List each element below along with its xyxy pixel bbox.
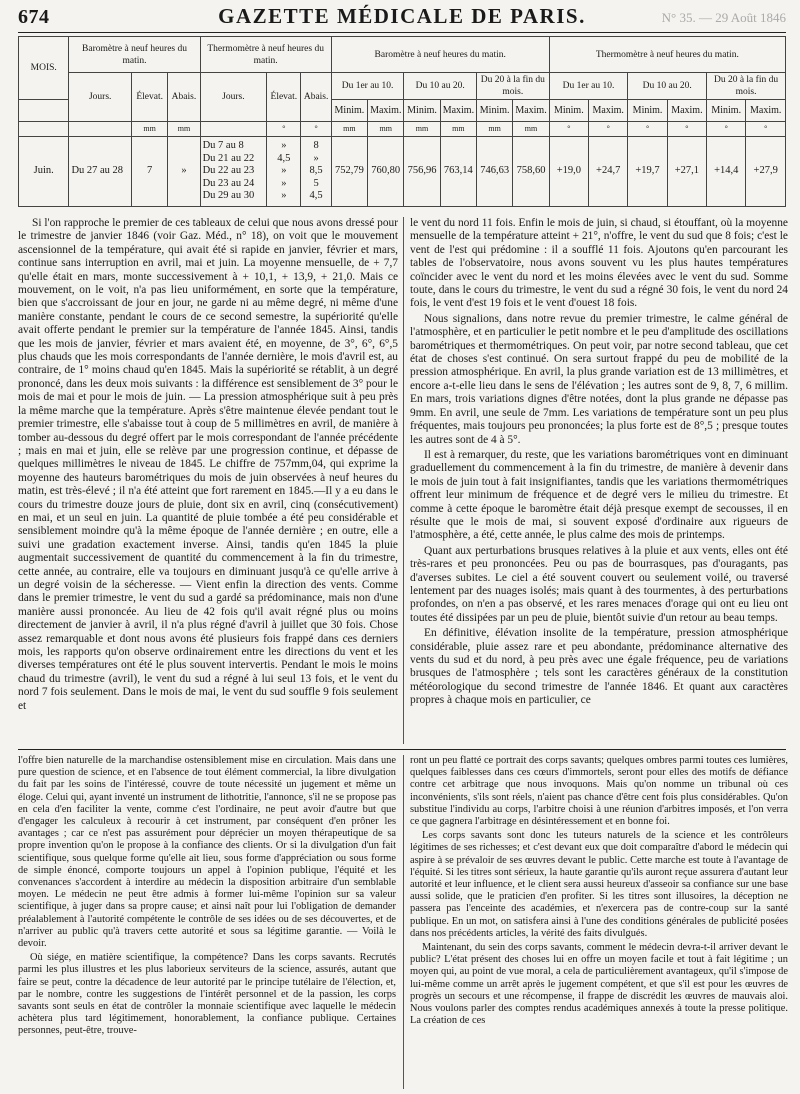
col-mois: MOIS. — [19, 37, 69, 100]
unit-deg: ° — [746, 122, 786, 137]
feuilleton-column-left — [18, 755, 396, 1089]
h-maxim: Maxim. — [589, 100, 628, 122]
h-minim: Minim. — [707, 100, 746, 122]
h-minim: Minim. — [628, 100, 667, 122]
unit-deg: ° — [667, 122, 706, 137]
unit-deg: ° — [707, 122, 746, 137]
thermo-days-cell — [200, 137, 267, 207]
group-baro-neuf: Baromètre à neuf heures du matin. — [69, 37, 200, 73]
thermo-value: +27,1 — [667, 137, 706, 207]
paragraph: Si l'on rapproche le premier de ces tableaux de celui que nous avons dressé pour le trimestre de janvier 1846 (voir Gaz. Méd., n° 18), on voit que le mouvement ascensionnel de la température, qui avait été si rapide en janvier, février et mars, continue sans interruption en avril, mai et juin. La moyenne mensuelle, de + 7,7 qu'elle était en mars, monte successivement à + 10,1, + 13,9, + 21,0. Mais ce mouvement, on le voit, n'a pas lieu uniformément, en sorte que la température, bien que s'accroissant de jour en jour, ne garde ni au même degré, ni même d'une manière constante, pendant le cours de ce second semestre, la supériorité qu'elle avait offerte pendant le premier sur la température de l'année 1845. Ainsi, tandis que les mois de janvier, février et mars avaient été, en moyenne, de 3°, 6°, 6°,5 plus chauds que les mois correspondants de l'année dernière, le mois d'avril est, au contraire, de 1° moins chaud qu'en 1845. Mais la supériorité se rétablit, à un degré prononcé, dans les deux mois suivants : la différence est sensiblement de 3° pour le mois de mai et pour le mois de juin. — La pression atmosphérique suit à peu près la même marche que la température. Après s'être maintenue élevée pendant tout le premier trimestre, elle s'abaisse tout à coup de 5 millimètres en avril, de manière à tomber au-dessous du degré offert par le mois correspondant de l'année précédente ; mais en mai et juin, elle se relève par une progression continue, et dépasse de quelques millimètres le niveau de 1845. Le chiffre de 757mm,04, qui exprime la moyenne des hauteurs barométriques du mois de juin observées à neuf heures du matin, est très-élevé ; il n'a été atteint que fort rarement en 1845.—Il y a eu dans le cours du trimestre douze jours de pluie, dont six en avril, cinq (consécutivement) en mai, et un seul en juin. La quantité de pluie tombée a été peu considérable et sensiblement moindre qu'à la même époque de l'année dernière ; en outre, elle a suivi une gradation exactement inverse. Ainsi, tandis qu'en 1845 la pluie augmentait successivement de quantité du commencement à la fin du trimestre, cette année, au contraire, elle va toujours en diminuant jusqu'à ce qu'elle arrive à un degré voisin de la sécheresse. — Vient enfin la direction des vents. Comme dans le premier trimestre, le vent du sud a gardé sa prédominance, mais non d'une manière aussi prononcée. Au lieu de 42 fois qu'il avait régné plus ou moins directement de janvier à avril, il n'a plus régné d'avril à juillet que 30 fois. Chose assez remarquable et dont nous avons été plusieurs fois frappé dans ces derniers mois, les rapports qu'on observe ordinairement entre les directions du vent et les diverses températures ont été le plus souvent intervertis. Pendant le mois le moins chaud du trimestre (avril), le vent du sud a régné à lui seul 13 fois, et le vent du nord 7 fois seulement. Dans le mois de mai, le vent du sud souffle 9 fois seulement et — [18, 217, 398, 712]
unit-deg: ° — [267, 122, 301, 137]
paragraph: Où siége, en matière scientifique, la compétence? Dans les corps savants. Recrutés parmi les plus illustres et les plus laborieux serviteurs de la science, assurés, autant que faire se peut, contre la décadence de leur autorité par le principe tutélaire de l'élection, et, par le nombre, contre les suggestions de l'intérêt personnel et de la passion, les corps savants sont seuls en état de contrôler la monnaie scientifique avec laquelle le médecin achètera plus tard légitimement, honorablement, la confiance publique. Certaines personnes, peut-être, trouve- — [18, 952, 396, 1037]
baro-elev: 7 — [131, 137, 167, 207]
group-baro-periods: Baromètre à neuf heures du matin. — [331, 37, 549, 73]
paragraph: En définitive, élévation insolite de la température, pression atmosphérique considérable, pluie assez rare et peu abondante, prédominance alternative des vents du sud et du nord, à peu près avec une égale fréquence, peu de variations brusques de l'atmosphère ; tels sont les caractères généraux de la constitution météorologique du second trimestre de l'année 1846. Et quant aux caractères propres à chaque mois en particulier, ce — [410, 627, 788, 707]
paragraph: Les corps savants sont donc les tuteurs naturels de la science et les contrôleurs légitimes de ses richesses; et c'est devant eux que doit comparaître d'abord le médecin qui aspire à se prévaloir de ses œuvres devant le public. Cette marche est toute à l'avantage de l'équité. Si les titres sont sérieux, la haute garantie qu'ils auront reçue assurera d'autant leur autorité et leur influence, et le client sera aussi heureux d'asseoir sa confiance sur une base aussi solide, que le praticien d'en profiter. Si les titres sont illusoires, la déception ne passera pas l'enceinte des académies, et n'exercera pas de contre-coup sur la santé publique. En un mot, on satisfera ainsi à l'une des conditions générales de publicité posées dans nos précédents articles, la vérité des faits divulgués. — [410, 830, 788, 939]
h-abais: Abais. — [168, 73, 200, 122]
unit-mm: mm — [131, 122, 167, 137]
thermo-value: +27,9 — [746, 137, 786, 207]
article-column-right — [410, 217, 788, 744]
h-elevat: Élevat. — [131, 73, 167, 122]
h-minim: Minim. — [331, 100, 367, 122]
unit-mm: mm — [168, 122, 200, 137]
h-abais: Abais. — [301, 73, 331, 122]
thermo-elev: » — [281, 165, 287, 177]
thermo-day: Du 7 au 8 — [202, 140, 244, 152]
empty-cell — [19, 100, 69, 122]
thermo-value: +19,7 — [628, 137, 667, 207]
h-period-1: Du 1er au 10. — [549, 73, 628, 100]
thermo-elev: » — [281, 140, 287, 152]
thermo-abais: 8 — [313, 140, 319, 152]
h-minim: Minim. — [404, 100, 440, 122]
h-maxim: Maxim. — [746, 100, 786, 122]
h-period-3: Du 20 à la fin du mois. — [477, 73, 550, 100]
thermo-elev: » — [281, 177, 287, 189]
baro-days: Du 27 au 28 — [69, 137, 132, 207]
group-thermo-periods: Thermomètre à neuf heures du matin. — [549, 37, 785, 73]
baro-value: 746,63 — [477, 137, 513, 207]
page-header — [18, 6, 786, 33]
unit-deg: ° — [549, 122, 588, 137]
article-column-left — [18, 217, 398, 744]
thermo-elev: » — [281, 190, 287, 202]
h-maxim: Maxim. — [368, 100, 404, 122]
unit-mm: mm — [331, 122, 367, 137]
paragraph: ront un peu flatté ce portrait des corps savants; quelques ombres parmi toutes ces lumières, quelques faiblesses dans ces cœurs d'immortels, seront pour elles des motifs de défiance contre cet arbitrage que nous invoquons. Mais qu'on nomme un tribunal où ces inconvénients, s'ils sont réels, n'aient pas chance d'être cent fois plus considérables. Qu'on substitue l'individu au corps, l'arbitre choisi à une réunion d'arbitres imposés, et l'on verra ce que gagnera l'arbitrage en désintéressement et en bonne foi. — [410, 755, 788, 828]
baro-value: 756,96 — [404, 137, 440, 207]
feuilleton-column-right — [410, 755, 788, 1089]
h-period-2: Du 10 au 20. — [628, 73, 707, 100]
unit-mm: mm — [368, 122, 404, 137]
thermo-abais: 8,5 — [309, 165, 323, 177]
unit-deg: ° — [628, 122, 667, 137]
h-jours: Jours. — [200, 73, 267, 122]
paragraph: le vent du nord 11 fois. Enfin le mois de juin, si chaud, si étouffant, où la moyenne mensuelle de la température atteint + 21°, n'offre, le vent du sud que 8 fois; c'est le vent de l'est qui prédomine : il a soufflé 11 fois. Ajoutons qu'en parcourant les tables de l'observatoire, nous avons souvent vu les plus hautes températures coïncider avec le vent du nord et les moins élevées avec le vent du sud. Somme toute, dans le cours du trimestre, le vent du sud a régné 30 fois, le vent du nord 24 fois, le vent d'est 19 fois et le vent d'ouest 18 fois. — [410, 217, 788, 310]
column-divider — [403, 217, 404, 744]
unit-deg: ° — [589, 122, 628, 137]
h-minim: Minim. — [549, 100, 588, 122]
thermo-value: +14,4 — [707, 137, 746, 207]
paragraph: Quant aux perturbations brusques relatives à la pluie et aux vents, elles ont été très-rares et peu prononcées. Peu ou pas de bourrasques, pas d'ouragants, pas d'averses subites. Le ciel a été souvent couvert ou seulement voilé, ou traversé lentement par des nuages isolés; mais quant à des tourmentes, à des perturbations profondes, on n'en a pas observé, et les rares menaces d'orage qui ont eu lieu ont toutes été dissipées par un peu de pluie, bientôt suivie d'un retour au beau temps. — [410, 544, 788, 624]
paragraph: Maintenant, du sein des corps savants, comment le médecin devra-t-il arriver devant le public? L'état présent des choses lui en offre un moyen facile et tout à fait légitime ; un moyen qui, au point de vue moral, a cela de particulièrement avantageux, qu'il s'impose de lui-même comme un arrêt après le jugement compétent, et que s'il est pour les œuvres de progrès un secours et une récompense, il frappe de discrédit les œuvres de mauvais aloi. Nous voulons parler des comptes rendus académiques annexés à toute la presse politique. La création de ces — [410, 942, 788, 1027]
baro-value: 763,14 — [440, 137, 476, 207]
weather-table — [18, 36, 786, 207]
h-maxim: Maxim. — [667, 100, 706, 122]
baro-value: 758,60 — [513, 137, 549, 207]
thermo-abais: 5 — [313, 177, 319, 189]
page-number: 674 — [18, 6, 50, 28]
h-maxim: Maxim. — [440, 100, 476, 122]
h-period-1: Du 1er au 10. — [331, 73, 404, 100]
baro-abais: » — [168, 137, 200, 207]
section-divider — [18, 749, 786, 750]
unit-mm: mm — [440, 122, 476, 137]
thermo-value: +19,0 — [549, 137, 588, 207]
paragraph: l'offre bien naturelle de la marchandise ostensiblement mise en circulation. Mais dans une pure question de science, et en l'absence de tout élément commercial, la libre divulgation du fait par les soins de l'intéressé, couvre de toute nécessité un jugement et même un éloge. Celui qui, ayant inventé un instrument de lithotritie, l'annonce, s'il ne se propose pas en cela d'en faciliter la vente, comme c'est l'ordinaire, ne peut avoir d'autre but que d'engager les calculeux à recourir à cet instrument, par conséquent d'en prôner les avantages ; car ce n'est pas assurément pour déprécier un moyen thérapeutique de sa propre invention qu'on le propose à la confiance des clients. Or si la divulgation d'un fait scientifique, sous quelque forme qu'elle ait lieu, sous forme d'appréciation ou sous forme de simple énoncé, comporte toujours un appel à l'opinion publique, l'équité et les convenances s'accordent à interdire au médecin la disposition arbitraire d'un semblable moyen. Le médecin ne peut être admis à former lui-même l'opinion sur sa valeur scientifique, à juger dans sa propre cause; et ainsi naît pour lui l'obligation de demander préalablement à l'autorité compétente le contrôle de ses idées ou de ses découvertes, et de n'arriver au public qu'à travers cette autorité et sous sa légitime garantie. — Voilà le devoir. — [18, 755, 396, 950]
h-jours: Jours. — [69, 73, 132, 122]
unit-mm: mm — [477, 122, 513, 137]
thermo-elev-cell — [267, 137, 301, 207]
unit-deg: ° — [301, 122, 331, 137]
h-period-2: Du 10 au 20. — [404, 73, 477, 100]
paragraph: Il est à remarquer, du reste, que les variations barométriques vont en diminuant graduellement du commencement à la fin du trimestre, de manière à devenir dans le mois de juin tout à fait insignifiantes, tandis que les variations thermométriques offrent leur minimum de fréquence et de degré vers le milieu du trimestre. Et comme à cette époque le baromètre était déjà presque exempt de secousses, il en résulte que le mois de mai, si souvent exposé d'ordinaire aux rigueurs de l'atmosphère, a été, cette année, le plus calme des mois de printemps. — [410, 448, 788, 542]
month-label: Juin. — [19, 137, 69, 207]
thermo-day: Du 29 au 30 — [202, 190, 255, 202]
h-minim: Minim. — [477, 100, 513, 122]
unit-mm: mm — [513, 122, 549, 137]
thermo-abais: 4,5 — [309, 190, 323, 202]
column-divider — [403, 755, 404, 1089]
h-elevat: Élevat. — [267, 73, 301, 122]
journal-title: GAZETTE MÉDICALE DE PARIS. — [218, 4, 586, 28]
baro-value: 752,79 — [331, 137, 367, 207]
thermo-value: +24,7 — [589, 137, 628, 207]
group-thermo-neuf: Thermomètre à neuf heures du matin. — [200, 37, 331, 73]
thermo-elev: 4,5 — [277, 152, 291, 164]
baro-value: 760,80 — [368, 137, 404, 207]
h-maxim: Maxim. — [513, 100, 549, 122]
thermo-day: Du 23 au 24 — [202, 177, 255, 189]
h-period-3: Du 20 à la fin du mois. — [707, 73, 786, 100]
thermo-day: Du 21 au 22 — [202, 152, 255, 164]
unit-mm: mm — [404, 122, 440, 137]
thermo-day: Du 22 au 23 — [202, 165, 255, 177]
thermo-abais: » — [313, 152, 319, 164]
issue-bleedthrough: N° 35. — 29 Août 1846 — [661, 10, 786, 25]
paragraph: Nous signalions, dans notre revue du premier trimestre, le calme général de l'atmosphère, et en particulier le petit nombre et le peu d'amplitude des oscillations barométriques et thermométriques. On peut voir, par notre second tableau, que cet état de choses s'est continué. On sera surtout frappé du peu de mobilité de la pression atmosphérique. En avril, la plus grande variation est de 13 millimètres, et encore a-t-elle lieu dans le sens de l'élévation ; les autres sont de 9, 8, 7, 6 millim. En mars, trois variations dignes d'être notées, dont la plus grande ne dépasse pas 9mm. En avril, une seule de 7mm. Les variations de température sont un peu plus fréquentes, mais toujours peu prononcées; la plus forte est de 8°,5 ; presque toutes les autres sont de 4 à 5°. — [410, 312, 788, 446]
thermo-abais-cell — [301, 137, 331, 207]
